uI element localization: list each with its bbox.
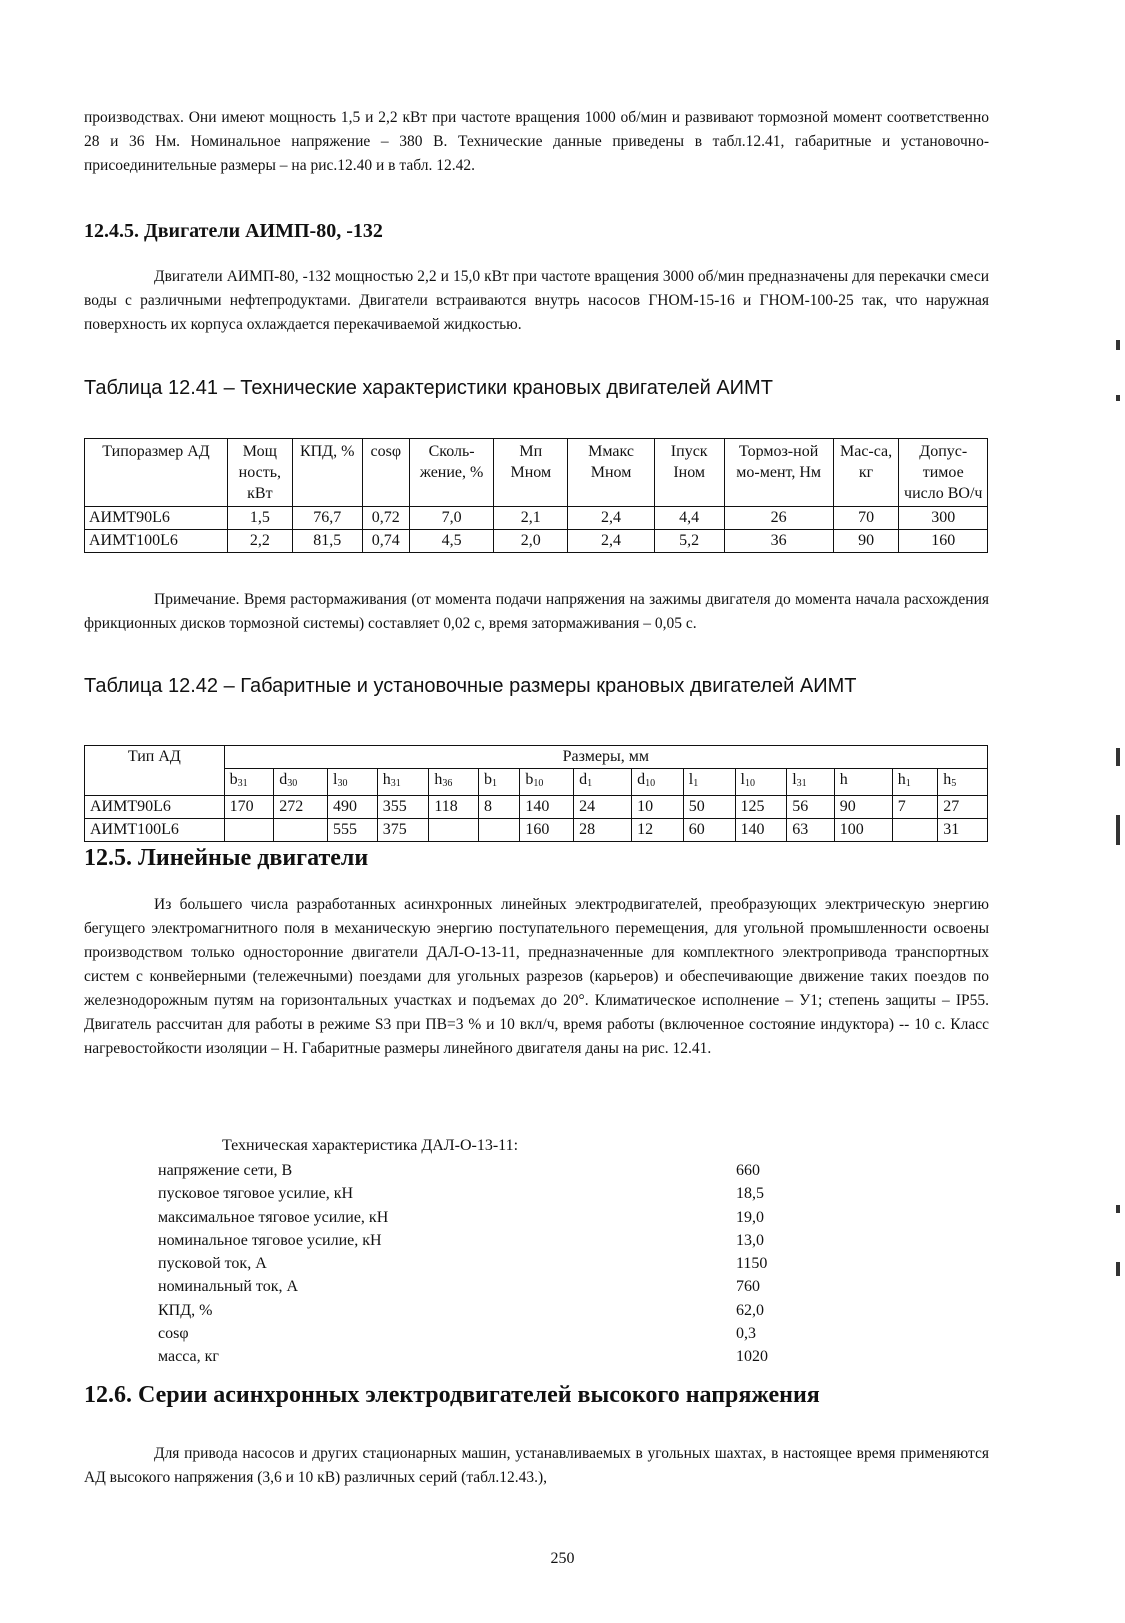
- column-header: [683, 769, 735, 796]
- intro-paragraph: производствах. Они имеют мощность 1,5 и 2,2 кВт при частоте вращения 1000 об/мин и развивают тормозной момент соответственно 28 и 36 Нм. Номинальное напряжение – 380 В. Технические данные приведены в табл.12.41, габаритные и установочно-присоединительные размеры – на рис.12.40 и в табл. 12.42.: [84, 109, 989, 174]
- spec-list-title: Техническая характеристика ДАЛ-О-13-11:: [222, 1137, 519, 1154]
- column-symbol: b: [525, 771, 534, 788]
- spec-value: 19,0: [736, 1208, 764, 1226]
- table-cell: [892, 819, 938, 842]
- spec-row: [158, 1252, 798, 1275]
- table-cell: 8: [479, 796, 520, 819]
- spec-value: 660: [736, 1162, 760, 1179]
- column-header: [224, 769, 274, 796]
- column-header: [274, 769, 328, 796]
- table-cell: 0,74: [362, 530, 409, 553]
- table-12-41: [84, 438, 988, 553]
- column-subscript: 31: [237, 778, 248, 789]
- column-symbol: l: [740, 771, 745, 788]
- column-subscript: 31: [796, 778, 807, 789]
- column-header: Типоразмер АД: [85, 439, 228, 507]
- column-header: Iпуск Iном: [654, 439, 724, 507]
- column-subscript: 1: [905, 778, 911, 789]
- scan-edge-mark: [1116, 748, 1120, 766]
- column-symbol: l: [333, 771, 338, 788]
- column-header: [632, 769, 684, 796]
- spec-row: [158, 1322, 798, 1345]
- table-cell: 555: [328, 819, 378, 842]
- table-cell: 63: [787, 819, 835, 842]
- spec-row: [158, 1182, 798, 1205]
- column-header: Ммакс Мном: [568, 439, 654, 507]
- table-cell: [429, 819, 479, 842]
- table-cell: 375: [377, 819, 429, 842]
- column-symbol: d: [279, 771, 288, 788]
- table-cell: 36: [724, 530, 833, 553]
- spec-list: [158, 1159, 798, 1369]
- table-cell: 1,5: [227, 507, 292, 530]
- spec-label: КПД, %: [158, 1301, 213, 1319]
- scan-edge-mark: [1116, 395, 1120, 401]
- column-subscript: 1: [492, 778, 498, 789]
- table-cell: 118: [429, 796, 479, 819]
- column-header: Сколь-жение, %: [409, 439, 493, 507]
- column-symbol: h: [839, 771, 848, 788]
- spec-label: номинальный ток, А: [158, 1278, 299, 1296]
- column-symbol: b: [229, 771, 238, 788]
- column-header: [429, 769, 479, 796]
- spec-label: масса, кг: [158, 1348, 219, 1366]
- spec-value: 1150: [736, 1255, 768, 1273]
- table-12-41-caption: Таблица 12.41 – Технические характеристики крановых двигателей АИМТ: [84, 377, 773, 399]
- table-cell: 76,7: [292, 507, 362, 530]
- table-cell: 4,4: [654, 507, 724, 530]
- scan-edge-mark: [1116, 815, 1120, 845]
- column-header: [520, 769, 574, 796]
- column-header: [892, 769, 938, 796]
- table-12-42-caption: Таблица 12.42 – Габаритные и установочные размеры крановых двигателей АИМТ: [84, 675, 857, 697]
- table-cell: 12: [632, 819, 684, 842]
- spec-label: максимальное тяговое усилие, кН: [158, 1208, 389, 1226]
- table-row: [85, 507, 988, 530]
- column-header: [735, 769, 787, 796]
- table-cell: 140: [520, 796, 574, 819]
- column-header: [938, 769, 988, 796]
- row-label-cell: АИМТ90L6: [85, 507, 228, 530]
- column-subscript: 10: [533, 778, 544, 789]
- table-row: [85, 819, 988, 842]
- spec-value: 62,0: [736, 1301, 764, 1319]
- column-header: [834, 769, 892, 796]
- table-cell: 160: [520, 819, 574, 842]
- table-cell: 170: [224, 796, 274, 819]
- table-cell: 81,5: [292, 530, 362, 553]
- column-header: Мп Мном: [494, 439, 568, 507]
- table-cell: 2,1: [494, 507, 568, 530]
- table-12-41-note: Примечание. Время растормаживания (от момента подачи напряжения на зажимы двигателя до момента начала расхождения фрикционных дисков тормозной системы) составляет 0,02 с, время затормаживания – 0,05 с.: [84, 591, 989, 632]
- section-12-6-title: 12.6. Серии асинхронных электродвигателей высокого напряжения: [84, 1382, 820, 1408]
- row-label-cell: АИМТ100L6: [85, 819, 225, 842]
- page-number: 250: [550, 1550, 575, 1567]
- column-subscript: 10: [645, 778, 656, 789]
- spec-value: 1020: [736, 1348, 768, 1366]
- table-cell: 272: [274, 796, 328, 819]
- spec-value: 18,5: [736, 1185, 764, 1203]
- table-cell: 2,0: [494, 530, 568, 553]
- table-cell: 60: [683, 819, 735, 842]
- table-cell: 490: [328, 796, 378, 819]
- column-header: Мощ ность, кВт: [227, 439, 292, 507]
- table-cell: 7: [892, 796, 938, 819]
- table-cell: 70: [833, 507, 899, 530]
- table-cell: 31: [938, 819, 988, 842]
- column-header: Тормоз-ной мо-мент, Нм: [724, 439, 833, 507]
- column-symbol: l: [792, 771, 797, 788]
- column-symbol: d: [637, 771, 646, 788]
- column-subscript: 1: [587, 778, 593, 789]
- spec-row: [158, 1345, 798, 1368]
- table-cell: 160: [899, 530, 988, 553]
- column-subscript: 5: [951, 778, 957, 789]
- table-cell: 56: [787, 796, 835, 819]
- column-subscript: 1: [693, 778, 699, 789]
- table-cell: [224, 819, 274, 842]
- column-header: [328, 769, 378, 796]
- column-header: [377, 769, 429, 796]
- spec-row: [158, 1206, 798, 1229]
- spec-row: [158, 1275, 798, 1298]
- column-header: КПД, %: [292, 439, 362, 507]
- table-cell: 100: [834, 819, 892, 842]
- spec-row: [158, 1159, 798, 1182]
- spec-label: cosφ: [158, 1325, 189, 1343]
- table-cell: 2,4: [568, 507, 654, 530]
- scan-edge-mark: [1116, 340, 1120, 350]
- spec-label: пусковое тяговое усилие, кН: [158, 1185, 354, 1203]
- table-cell: 355: [377, 796, 429, 819]
- table-cell: 140: [735, 819, 787, 842]
- column-symbol: h: [382, 771, 391, 788]
- spec-value: 13,0: [736, 1231, 764, 1249]
- table-cell: 50: [683, 796, 735, 819]
- table-cell: 2,4: [568, 530, 654, 553]
- table-cell: 10: [632, 796, 684, 819]
- section-12-4-5-body: Двигатели АИМП-80, -132 мощностью 2,2 и 15,0 кВт при частоте вращения 3000 об/мин предназначены для перекачки смеси воды с различными нефтепродуктами. Двигатели встраиваются внутрь насосов ГНОМ-15-16 и ГНОМ-100-25 так, что наружная поверхность их корпуса охлаждается перекачиваемой жидкостью.: [84, 268, 989, 333]
- column-symbol: b: [484, 771, 493, 788]
- table-cell: 5,2: [654, 530, 724, 553]
- scan-edge-mark: [1116, 1262, 1120, 1276]
- column-subscript: 36: [442, 778, 453, 789]
- spec-label: напряжение сети, В: [158, 1162, 293, 1179]
- table-cell: 28: [574, 819, 632, 842]
- row-label-cell: АИМТ90L6: [85, 796, 225, 819]
- table-cell: 300: [899, 507, 988, 530]
- column-symbol: h: [943, 771, 952, 788]
- column-symbol: l: [688, 771, 694, 788]
- scan-edge-mark: [1116, 1205, 1120, 1213]
- column-header: [479, 769, 520, 796]
- table-cell: 0,72: [362, 507, 409, 530]
- section-12-6-body: Для привода насосов и других стационарных машин, устанавливаемых в угольных шахтах, в настоящее время применяются АД высокого напряжения (3,6 и 10 кВ) различных серий (табл.12.43.),: [84, 1445, 989, 1486]
- column-header: cosφ: [362, 439, 409, 507]
- column-subscript: 10: [744, 778, 755, 789]
- section-12-4-5-title: 12.4.5. Двигатели АИМП-80, -132: [84, 220, 383, 242]
- table-12-42: [84, 745, 988, 842]
- spec-label: пусковой ток, А: [158, 1255, 267, 1273]
- table-cell: 7,0: [409, 507, 493, 530]
- table-row: [85, 796, 988, 819]
- table-cell: 4,5: [409, 530, 493, 553]
- section-12-5-body: Из большего числа разработанных асинхронных линейных электродвигателей, преобразующих электрическую энергию бегущего электромагнитного поля в механическую энергию поступательного перемещения, для угольной промышленности освоены производством только односторонние двигатели ДАЛ-О-13-11, предназначенные для комплектного электропривода транспортных систем с конвейерными (тележечными) поездами для угольных разрезов (карьеров) и обеспечивающие движение таких поездов по железнодорожным путям на горизонтальных участках и подъемах до 20°. Климатическое исполнение – У1; степень защиты – IP55. Двигатель рассчитан для работы в режиме S3 при ПВ=3 % и 10 вкл/ч, время работы (включенное состояние индуктора) -- 10 с. Класс нагревостойкости изоляции – Н. Габаритные размеры линейного двигателя даны на рис. 12.41.: [84, 896, 989, 1057]
- type-header: Тип АД: [85, 746, 225, 796]
- column-symbol: h: [434, 771, 443, 788]
- table-cell: [274, 819, 328, 842]
- table-cell: 90: [834, 796, 892, 819]
- spec-row: [158, 1299, 798, 1322]
- table-row: [85, 530, 988, 553]
- section-12-5-title: 12.5. Линейные двигатели: [84, 845, 369, 871]
- column-header: [787, 769, 835, 796]
- row-label-cell: АИМТ100L6: [85, 530, 228, 553]
- column-header: [574, 769, 632, 796]
- table-header-row: [85, 439, 988, 507]
- column-subscript: 30: [287, 778, 298, 789]
- column-symbol: d: [579, 771, 588, 788]
- dimensions-group-header: Размеры, мм: [224, 746, 987, 769]
- table-cell: 125: [735, 796, 787, 819]
- spec-value: 760: [736, 1278, 760, 1296]
- spec-value: 0,3: [736, 1325, 756, 1343]
- column-symbol: h: [897, 771, 906, 788]
- table-cell: 26: [724, 507, 833, 530]
- table-cell: 24: [574, 796, 632, 819]
- column-header: Мас-са, кг: [833, 439, 899, 507]
- spec-row: [158, 1229, 798, 1252]
- table-cell: 90: [833, 530, 899, 553]
- table-cell: 27: [938, 796, 988, 819]
- column-subscript: 30: [337, 778, 348, 789]
- column-header: Допус-тимое число ВО/ч: [899, 439, 988, 507]
- table-cell: [479, 819, 520, 842]
- table-group-header-row: [85, 746, 988, 769]
- table-cell: 2,2: [227, 530, 292, 553]
- column-subscript: 31: [390, 778, 401, 789]
- spec-label: номинальное тяговое усилие, кН: [158, 1231, 382, 1249]
